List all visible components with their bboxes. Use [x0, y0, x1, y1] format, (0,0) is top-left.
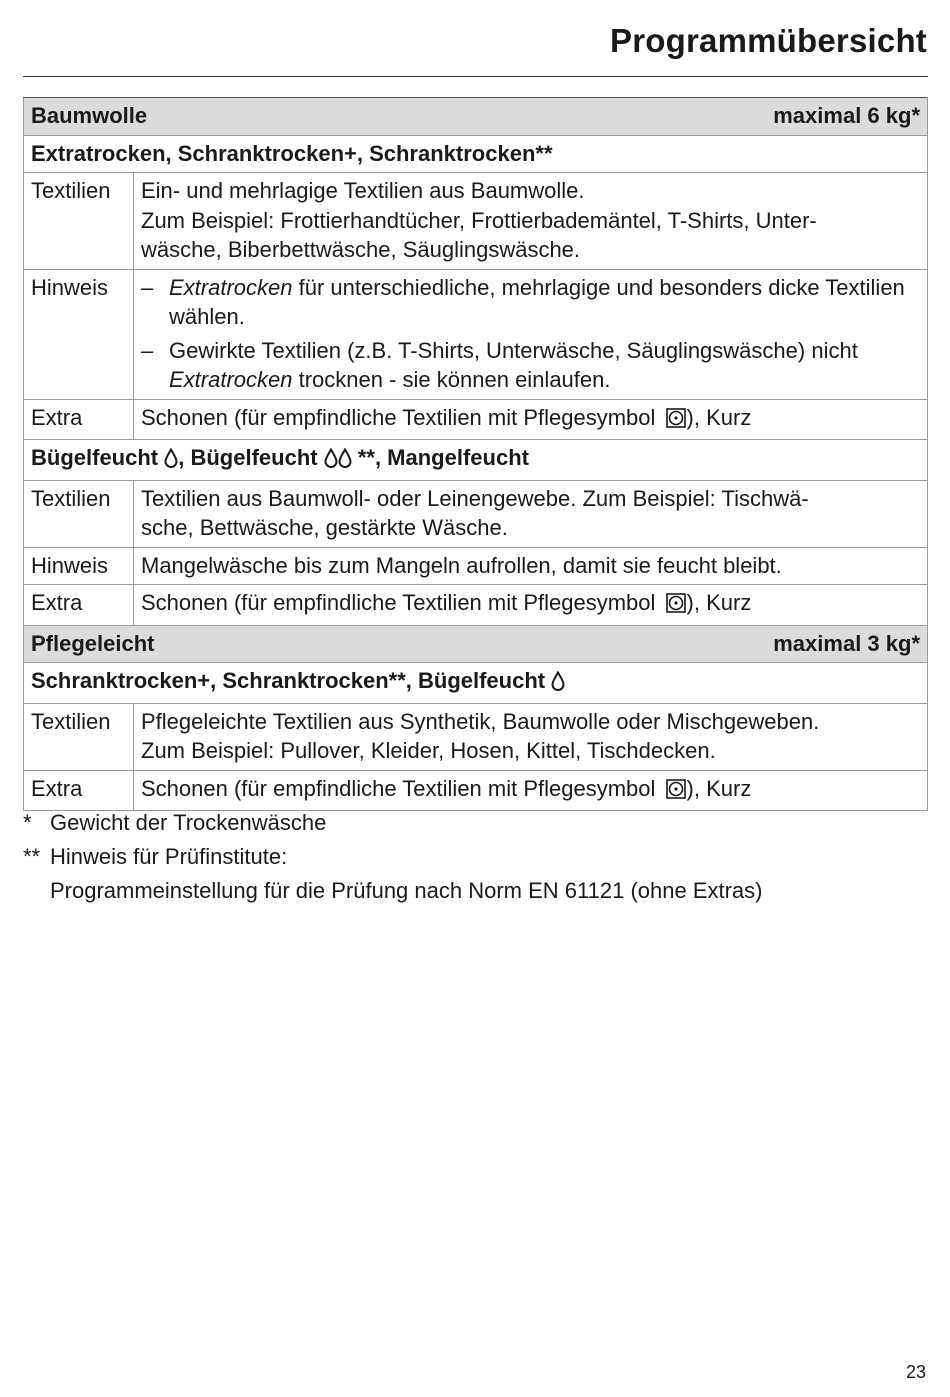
row-content — [134, 480, 928, 547]
footnotes — [23, 806, 763, 908]
tumble-dry-low-icon — [666, 777, 686, 807]
footnote-text: Hinweis für Prüfinstitute: — [50, 844, 288, 869]
table-row — [24, 547, 928, 585]
text: Gewirkte Textilien (z.B. T-Shirts, Unterwäsche, Säuglingswäsche) nicht — [169, 337, 858, 363]
water-drop-icon — [324, 446, 338, 476]
group-header-baumwolle — [24, 98, 928, 136]
group-name: Pflegeleicht — [31, 630, 155, 656]
tumble-dry-low-icon — [666, 591, 686, 621]
text: ), Kurz — [686, 590, 752, 615]
table-row — [24, 585, 928, 626]
group-max-load: maximal 6 kg* — [773, 103, 920, 128]
list-item — [141, 273, 920, 332]
table-row — [24, 480, 928, 547]
footnote — [23, 840, 763, 874]
footnote-mark: ** — [23, 844, 41, 869]
row-label: Textilien — [24, 173, 134, 270]
page-number: 23 — [905, 1362, 926, 1382]
table-row — [24, 269, 928, 399]
row-content — [134, 770, 928, 811]
row-label: Hinweis — [24, 269, 134, 399]
tumble-dry-low-icon — [666, 406, 686, 436]
water-drop-icon — [551, 669, 565, 699]
footnote-mark — [23, 874, 50, 908]
table-row — [24, 703, 928, 770]
footnote — [23, 874, 763, 908]
water-drop-icon — [338, 446, 352, 476]
text: ), Kurz — [686, 775, 752, 801]
row-label: Textilien — [24, 480, 134, 547]
title-divider — [23, 76, 928, 77]
text-line: Textilien aus Baumwoll- oder Leinengewebe. Zum Beispiel: Tischwä- — [141, 485, 809, 511]
text: trocknen - sie können einlaufen. — [292, 367, 611, 392]
page-title: Programmübersicht — [610, 22, 927, 59]
program-table — [23, 97, 928, 811]
group-header-pflegeleicht — [24, 625, 928, 663]
text-line: Zum Beispiel: Pullover, Kleider, Hosen, Kittel, Tischdecken. — [141, 738, 716, 763]
row-label: Textilien — [24, 703, 134, 770]
row-label: Extra — [24, 399, 134, 440]
emphasis: Extratrocken — [169, 274, 293, 300]
group-name: Baumwolle — [31, 103, 148, 128]
program-name: , Bügelfeucht — [178, 445, 318, 470]
text-line: wäsche, Biberbettwäsche, Säuglingswäsche. — [141, 237, 581, 262]
program-list: Schranktrocken+, Schranktrocken**, Bügelfeucht — [31, 668, 546, 693]
table-row — [24, 399, 928, 440]
program-subheader — [24, 663, 928, 704]
table-row — [24, 173, 928, 270]
dash-bullet: – — [141, 274, 154, 300]
row-content: Mangelwäsche bis zum Mangeln aufrollen, damit sie feucht bleibt. — [134, 547, 928, 585]
program-list: Extratrocken, Schranktrocken+, Schranktrocken** — [31, 140, 553, 166]
row-label: Hinweis — [24, 547, 134, 585]
program-subheader — [24, 440, 928, 481]
text-line: Ein- und mehrlagige Textilien aus Baumwolle. — [141, 178, 585, 203]
water-drop-icon — [164, 446, 178, 476]
row-content — [134, 703, 928, 770]
footnote-text: Programmeinstellung für die Prüfung nach Norm EN 61121 (ohne Extras) — [50, 878, 763, 903]
row-content — [134, 585, 928, 626]
text-line: Zum Beispiel: Frottierhandtücher, Frottierbademäntel, T-Shirts, Unter- — [141, 207, 817, 233]
text: ), Kurz — [686, 404, 752, 430]
text-line: sche, Bettwäsche, gestärkte Wäsche. — [141, 515, 508, 540]
text: Schonen (für empfindliche Textilien mit Pflegesymbol — [141, 404, 656, 430]
list-item — [141, 336, 920, 395]
row-content — [134, 399, 928, 440]
row-label: Extra — [24, 770, 134, 811]
dash-bullet: – — [141, 337, 154, 363]
program-name: Bügelfeucht — [31, 445, 159, 470]
text: Schonen (für empfindliche Textilien mit Pflegesymbol — [141, 590, 656, 615]
program-name: **, Mangelfeucht — [351, 445, 529, 470]
table-row — [24, 770, 928, 811]
text-line: Pflegeleichte Textilien aus Synthetik, Baumwolle oder Mischgeweben. — [141, 708, 820, 734]
row-content — [134, 173, 928, 270]
emphasis: Extratrocken — [169, 367, 293, 392]
row-label: Extra — [24, 585, 134, 626]
footnote — [23, 806, 763, 840]
text: für unterschiedliche, mehrlagige und besonders dicke Textilien wählen. — [169, 274, 905, 329]
footnote-mark: * — [23, 810, 32, 835]
text: Schonen (für empfindliche Textilien mit Pflegesymbol — [141, 775, 656, 801]
program-subheader — [24, 135, 928, 173]
row-content — [134, 269, 928, 399]
group-max-load: maximal 3 kg* — [773, 630, 920, 656]
footnote-text: Gewicht der Trockenwäsche — [50, 810, 327, 835]
